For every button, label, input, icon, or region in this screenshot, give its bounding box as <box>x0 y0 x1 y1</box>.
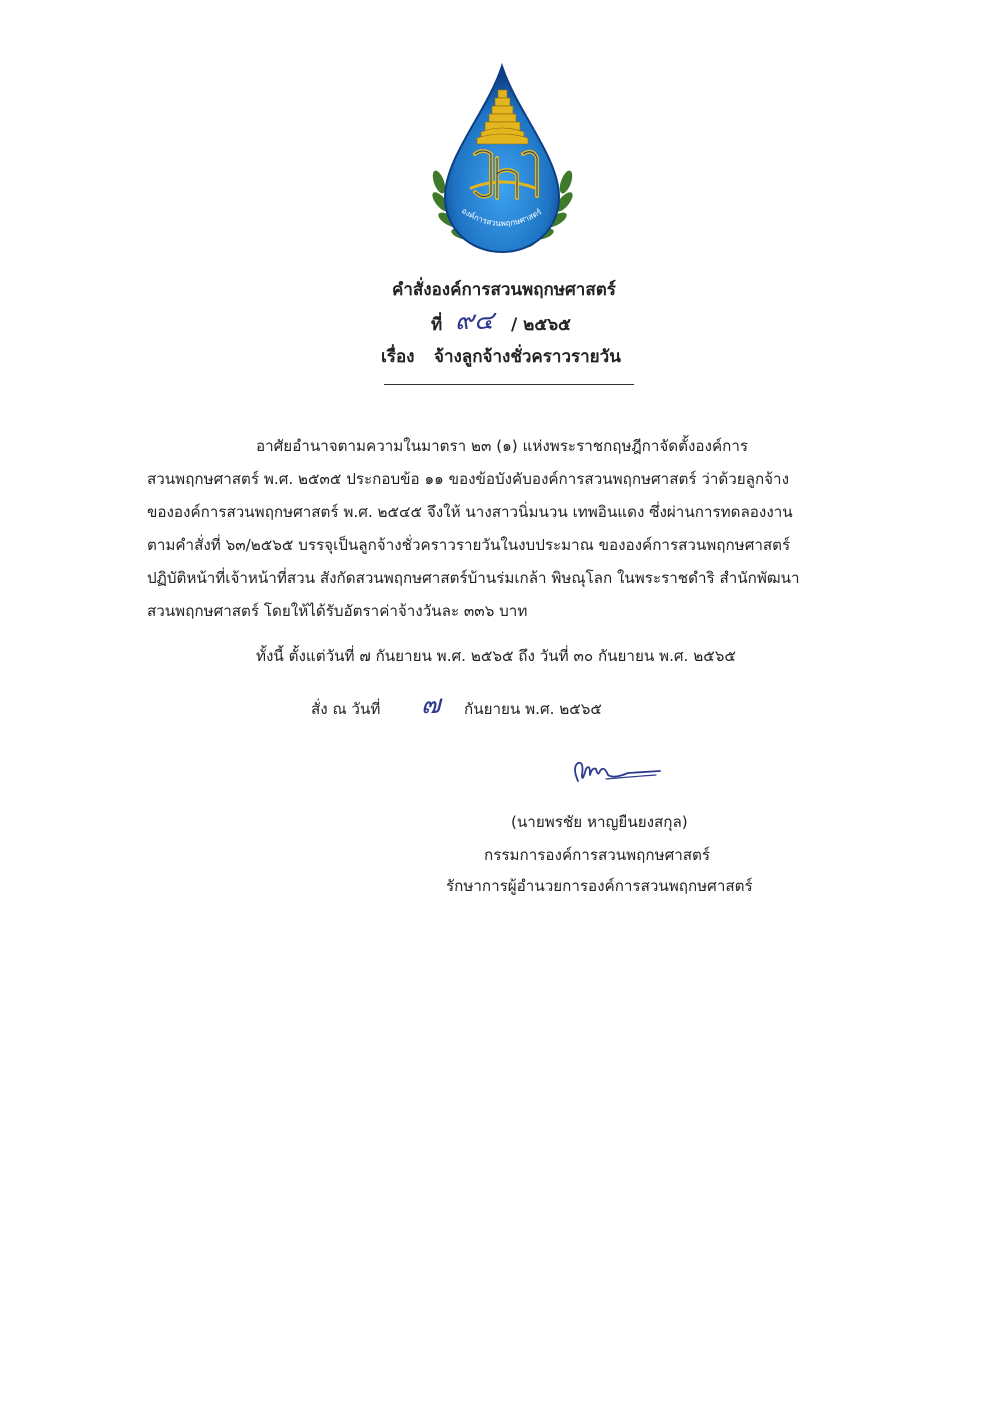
document-title: คำสั่งองค์การสวนพฤกษศาสตร์ <box>392 280 616 300</box>
logo-arc-text: องค์การสวนพฤกษศาสตร์ <box>459 206 544 229</box>
order-number-label: ที่ <box>431 315 443 335</box>
signatory-name: (นายพรชัย หาญยืนยงสกุล) <box>511 813 688 831</box>
order-number-year: / ๒๕๖๕ <box>511 315 571 335</box>
subject-text: จ้างลูกจ้างชั่วคราวรายวัน <box>434 347 621 367</box>
handwritten-signature <box>568 757 668 793</box>
body-line: อาศัยอำนาจตามความในมาตรา ๒๓ (๑) แห่งพระราชกฤษฎีกาจัดตั้งองค์การ <box>256 437 749 455</box>
body-line: สวนพฤกษศาสตร์ โดยให้ได้รับอัตราค่าจ้างวันละ ๓๓๖ บาท <box>147 602 528 620</box>
ordered-day-handwritten: ๗ <box>421 690 441 720</box>
signatory-position: กรรมการองค์การสวนพฤกษศาสตร์ <box>484 846 711 864</box>
body-line: ตามคำสั่งที่ ๖๓/๒๕๖๕ บรรจุเป็นลูกจ้างชั่วคราวรายวันในงบประมาณ ขององค์การสวนพฤกษศาสตร์ <box>147 536 791 554</box>
body-line: ขององค์การสวนพฤกษศาสตร์ พ.ศ. ๒๕๔๕ จึงให้ นางสาวนิ่มนวน เทพอินแดง ซึ่งผ่านการทดลองงาน <box>147 503 793 521</box>
ordered-date-label: สั่ง ณ วันที่ <box>311 700 381 718</box>
order-number-handwritten: ๙๔ <box>455 306 494 336</box>
organization-logo <box>425 62 580 262</box>
header-separator <box>384 384 634 385</box>
signatory-acting-position: รักษาการผู้อำนวยการองค์การสวนพฤกษศาสตร์ <box>446 877 753 895</box>
effective-period: ทั้งนี้ ตั้งแต่วันที่ ๗ กันยายน พ.ศ. ๒๕๖๕ ถึง วันที่ ๓๐ กันยายน พ.ศ. ๒๕๖๕ <box>256 647 736 665</box>
subject-label: เรื่อง <box>381 347 415 367</box>
body-line: ปฏิบัติหน้าที่เจ้าหน้าที่สวน สังกัดสวนพฤกษศาสตร์บ้านร่มเกล้า พิษณุโลก ในพระราชดำริ สำนักพัฒนา <box>147 569 800 587</box>
body-line: สวนพฤกษศาสตร์ พ.ศ. ๒๕๓๕ ประกอบข้อ ๑๑ ของข้อบังคับองค์การสวนพฤกษศาสตร์ ว่าด้วยลูกจ้าง <box>147 470 790 488</box>
ordered-date-rest: กันยายน พ.ศ. ๒๕๖๕ <box>464 700 602 718</box>
